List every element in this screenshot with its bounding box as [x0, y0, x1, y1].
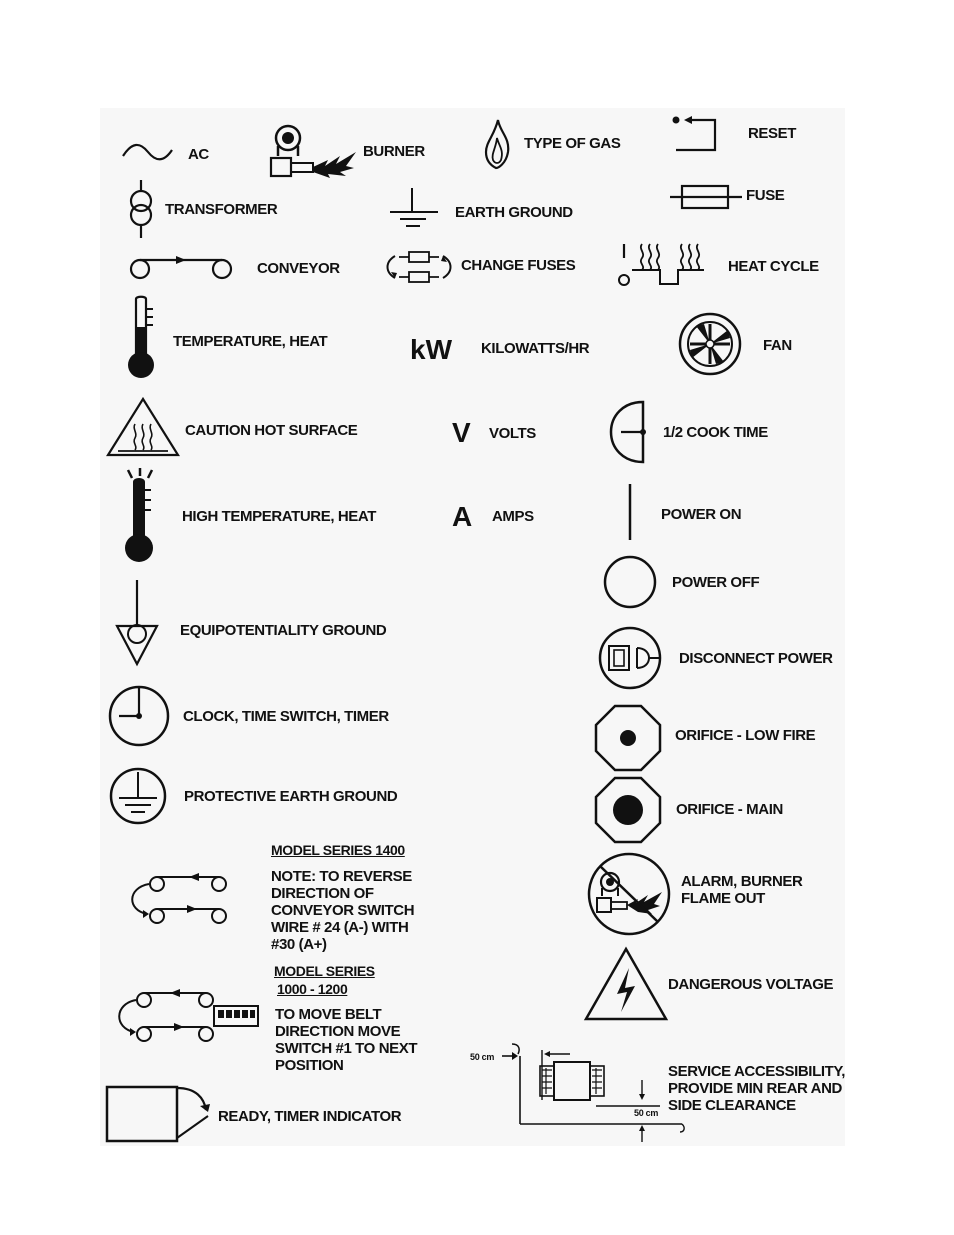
reset-label: RESET [748, 125, 797, 142]
flame-icon [482, 118, 512, 170]
fuse-label: FUSE [746, 187, 785, 204]
orifice-main-label: ORIFICE - MAIN [676, 801, 783, 818]
power-on-icon [626, 484, 634, 542]
alarm-burner-icon [586, 852, 672, 936]
model-1400-heading: MODEL SERIES 1400 [271, 842, 405, 858]
half-cook-time-icon [609, 400, 649, 464]
transformer-icon [126, 180, 158, 240]
high-temperature-label: HIGH TEMPERATURE, HEAT [182, 508, 376, 525]
amps-symbol: A [452, 501, 473, 532]
burner-icon [268, 122, 363, 182]
earth-ground-label: EARTH GROUND [455, 204, 573, 221]
dip-switch-conveyor-icon [112, 990, 262, 1044]
hot-surface-icon [106, 396, 180, 458]
service-accessibility-label: SERVICE ACCESSIBILITY, PROVIDE MIN REAR AND SIDE CLEARANCE [668, 1063, 846, 1114]
clearance-side-label: 50 cm [634, 1108, 659, 1118]
type-of-gas-label: TYPE OF GAS [524, 135, 621, 152]
temperature-heat-label: TEMPERATURE, HEAT [173, 333, 328, 350]
model-1000-heading-1: MODEL SERIES [274, 963, 375, 979]
kilowatts-label: KILOWATTS/HR [481, 340, 590, 357]
protective-earth-ground-label: PROTECTIVE EARTH GROUND [184, 788, 398, 805]
conveyor-icon [128, 256, 236, 282]
protective-earth-icon [109, 766, 167, 826]
power-on-label: POWER ON [661, 506, 742, 523]
half-cook-time-label: 1/2 COOK TIME [663, 424, 768, 441]
equipotentiality-ground-label: EQUIPOTENTIALITY GROUND [180, 622, 387, 639]
power-off-label: POWER OFF [672, 574, 760, 591]
change-fuses-label: CHANGE FUSES [461, 257, 576, 274]
ready-timer-label: READY, TIMER INDICATOR [218, 1108, 402, 1125]
orifice-low-fire-label: ORIFICE - LOW FIRE [675, 727, 816, 744]
volts-symbol: V [452, 417, 471, 448]
reverse-conveyor-icon [125, 870, 235, 926]
clearance-rear-label: 50 cm [470, 1052, 495, 1062]
ac-wave-icon [120, 140, 175, 166]
conveyor-label: CONVEYOR [257, 260, 340, 277]
burner-label: BURNER [363, 143, 425, 160]
dangerous-voltage-label: DANGEROUS VOLTAGE [668, 976, 834, 993]
power-off-icon [602, 554, 658, 610]
disconnect-power-label: DISCONNECT POWER [679, 650, 833, 667]
orifice-low-icon [594, 704, 662, 772]
heat-cycle-label: HEAT CYCLE [728, 258, 819, 275]
model-1000-heading-2: 1000 - 1200 [277, 981, 348, 997]
model-1400-note: NOTE: TO REVERSE DIRECTION OF CONVEYOR SWITCH WIRE # 24 (A-) WITH #30 (A+) [271, 868, 415, 953]
dangerous-voltage-icon [583, 946, 669, 1022]
equipotential-ground-icon [114, 580, 162, 668]
ac-label: AC [188, 146, 209, 163]
change-fuses-icon [383, 248, 455, 286]
clock-icon [107, 684, 171, 748]
reset-icon [670, 112, 722, 154]
fan-icon [678, 312, 742, 376]
alarm-burner-label: ALARM, BURNER FLAME OUT [681, 873, 803, 907]
fuse-icon [670, 183, 742, 211]
transformer-label: TRANSFORMER [165, 201, 278, 218]
heat-cycle-icon [614, 240, 706, 290]
earth-ground-icon [390, 188, 442, 232]
disconnect-power-icon [597, 626, 663, 690]
clock-timer-label: CLOCK, TIME SWITCH, TIMER [183, 708, 389, 725]
amps-label: AMPS [492, 508, 534, 525]
clearance-icon [500, 1040, 686, 1144]
thermometer-icon [124, 295, 160, 383]
caution-hot-surface-label: CAUTION HOT SURFACE [185, 422, 358, 439]
model-1000-note: TO MOVE BELT DIRECTION MOVE SWITCH #1 TO NEXT POSITION [275, 1006, 418, 1074]
ready-timer-icon [104, 1084, 214, 1144]
orifice-main-icon [594, 776, 662, 844]
high-temp-thermometer-icon [118, 468, 162, 566]
fan-label: FAN [763, 337, 792, 354]
kw-symbol: kW [410, 334, 452, 365]
volts-label: VOLTS [489, 425, 536, 442]
